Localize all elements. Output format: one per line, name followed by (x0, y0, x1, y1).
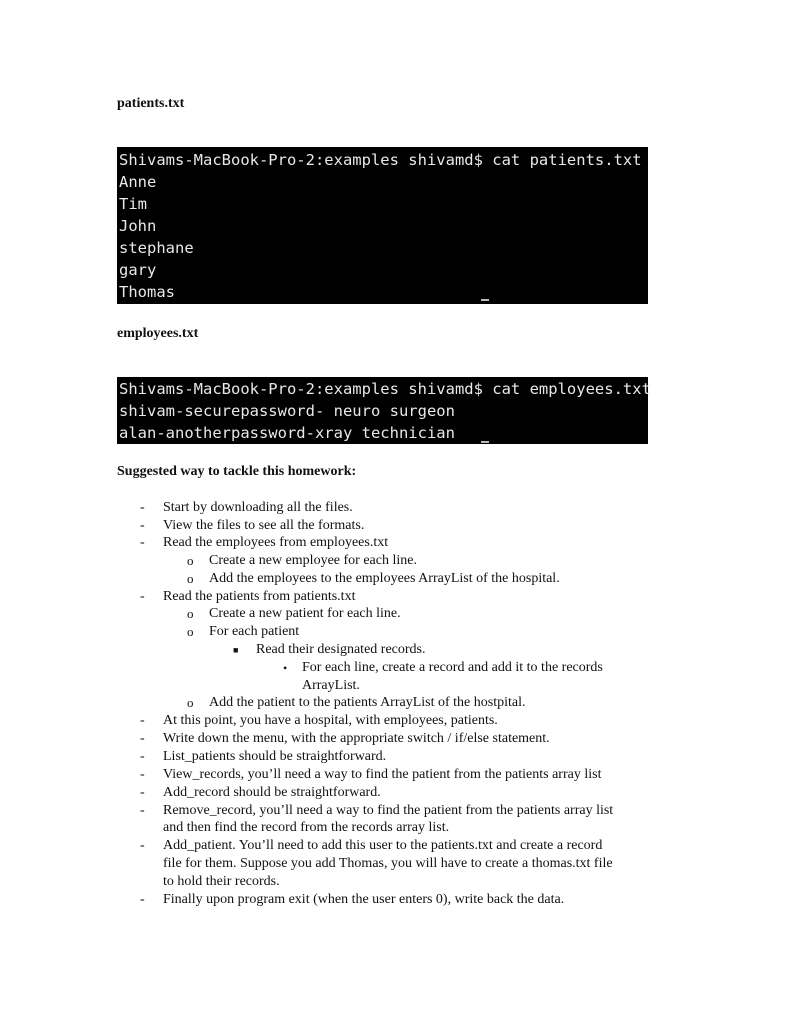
list-marker: - (140, 803, 145, 818)
list-item-text: Add the patient to the patients ArrayList of the hostpital. (209, 695, 526, 710)
employees-heading: employees.txt (117, 326, 199, 341)
list-item-text: Finally upon program exit (when the user enters 0), write back the data. (163, 892, 565, 907)
terminal-output-line: shivam-securepassword- neuro surgeon (119, 402, 455, 420)
list-item-text: View the files to see all the formats. (163, 518, 365, 533)
list-marker: - (140, 892, 145, 907)
terminal-output-line: Anne (119, 173, 157, 191)
list-item-text: Read the employees from employees.txt (163, 535, 389, 550)
terminal-output-line: John (119, 217, 157, 235)
terminal-cursor (481, 299, 489, 301)
terminal-command-line: Shivams-MacBook-Pro-2:examples shivamd$ cat employees.txt (119, 380, 651, 398)
list-marker: - (140, 713, 145, 728)
list-item-text: Add_patient. You’ll need to add this user to the patients.txt and create a record (163, 838, 603, 853)
list-item-text: Add the employees to the employees ArrayList of the hospital. (209, 571, 560, 586)
list-item-text: and then find the record from the records array list. (163, 820, 450, 835)
list-item-text: Write down the menu, with the appropriate switch / if/else statement. (163, 731, 550, 746)
list-item-text: At this point, you have a hospital, with employees, patients. (163, 713, 498, 728)
patients-heading: patients.txt (117, 96, 185, 111)
list-item-text: ArrayList. (302, 678, 360, 693)
terminal-command-line: Shivams-MacBook-Pro-2:examples shivamd$ cat patients.txt (119, 151, 642, 169)
list-item-text: to hold their records. (163, 874, 280, 889)
list-marker: ■ (233, 645, 239, 655)
list-item-text: Create a new patient for each line. (209, 606, 401, 621)
terminal-cursor (481, 441, 489, 443)
terminal-output-line: alan-anotherpassword-xray technician (119, 424, 455, 442)
list-item-text: Add_record should be straightforward. (163, 785, 381, 800)
list-marker: • (283, 661, 288, 675)
list-marker: - (140, 785, 145, 800)
list-marker: - (140, 518, 145, 533)
list-item-text: Start by downloading all the files. (163, 500, 353, 515)
list-item-text: file for them. Suppose you add Thomas, you will have to create a thomas.txt file (163, 856, 613, 871)
employees-terminal-screenshot (117, 377, 651, 444)
list-marker: o (187, 606, 194, 621)
list-item-text: Remove_record, you’ll need a way to find the patient from the patients array list (163, 803, 614, 818)
list-item-text: List_patients should be straightforward. (163, 749, 387, 764)
terminal-output-line: Thomas (119, 283, 175, 301)
list-item-text: Read their designated records. (256, 642, 426, 657)
list-marker: o (187, 624, 194, 639)
list-marker: o (187, 695, 194, 710)
list-marker: - (140, 535, 145, 550)
terminal-output-line: Tim (119, 195, 147, 213)
list-marker: o (187, 553, 194, 568)
suggested-heading: Suggested way to tackle this homework: (117, 464, 357, 479)
list-marker: - (140, 749, 145, 764)
list-item-text: Read the patients from patients.txt (163, 589, 356, 604)
list-item-text: View_records, you’ll need a way to find the patient from the patients array list (163, 767, 602, 782)
list-marker: - (140, 500, 145, 515)
list-item-text: For each patient (209, 624, 300, 639)
terminal-output-line: stephane (119, 239, 194, 257)
list-marker: - (140, 589, 145, 604)
terminal-output-line: gary (119, 261, 157, 279)
patients-terminal-screenshot (117, 147, 648, 304)
list-marker: - (140, 838, 145, 853)
list-item-text: Create a new employee for each line. (209, 553, 417, 568)
list-item-text: For each line, create a record and add it to the records (302, 660, 603, 675)
list-marker: - (140, 731, 145, 746)
list-marker: o (187, 571, 194, 586)
list-marker: - (140, 767, 145, 782)
